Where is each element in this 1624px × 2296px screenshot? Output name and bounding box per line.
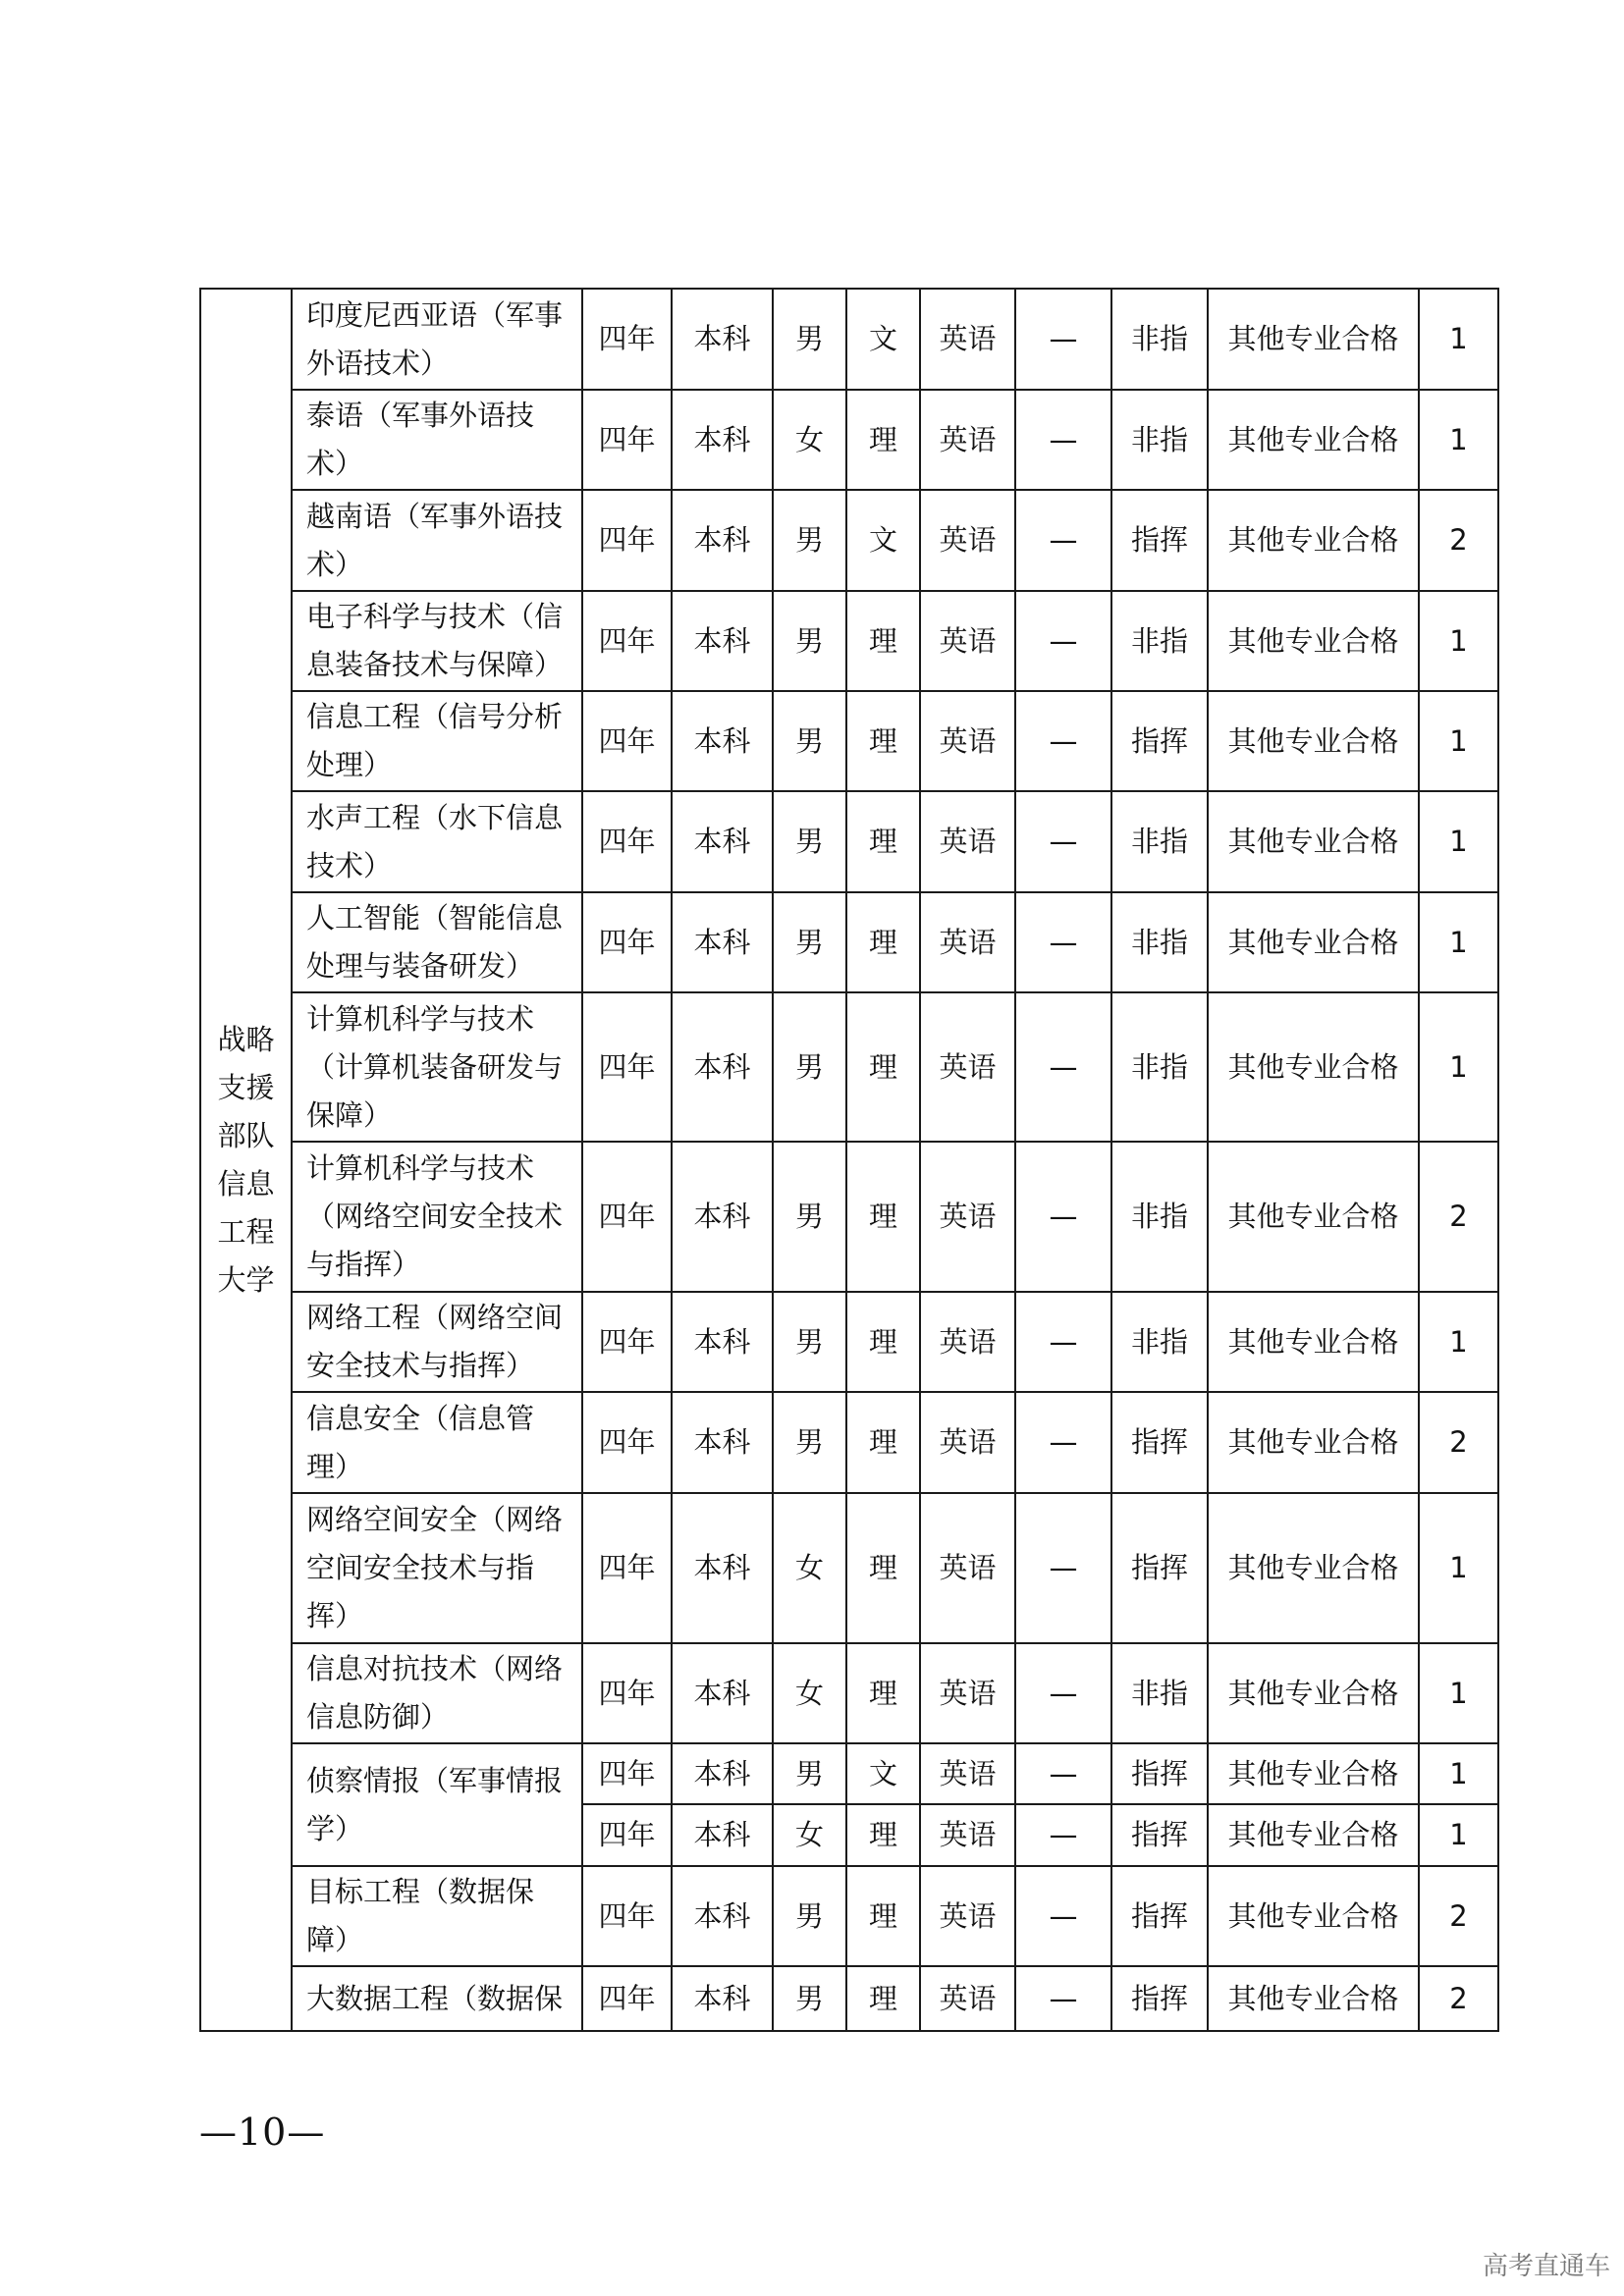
years-cell: 四年: [582, 1866, 672, 1966]
table-row: [200, 691, 1498, 791]
language-cell: 英语: [920, 1966, 1015, 2031]
language-cell: 英语: [920, 691, 1015, 791]
subject-cell: 理: [846, 1643, 920, 1743]
years-cell: 四年: [582, 1643, 672, 1743]
dash-cell: —: [1015, 1643, 1111, 1743]
subject-cell: 理: [846, 1493, 920, 1643]
language-cell: 英语: [920, 791, 1015, 892]
table-row: [200, 289, 1498, 390]
dash-cell: —: [1015, 1142, 1111, 1292]
type-cell: 非指: [1111, 1142, 1208, 1292]
years-cell: 四年: [582, 289, 672, 390]
language-cell: 英语: [920, 591, 1015, 691]
subject-cell: 理: [846, 791, 920, 892]
dash-cell: —: [1015, 1966, 1111, 2031]
major-cell: 计算机科学与技术（网络空间安全技术与指挥）: [292, 1142, 582, 1292]
language-cell: 英语: [920, 289, 1015, 390]
language-cell: 英语: [920, 1142, 1015, 1292]
school-cell: [200, 289, 292, 2031]
subject-cell: 理: [846, 1804, 920, 1866]
years-cell: 四年: [582, 1292, 672, 1392]
dash-cell: —: [1015, 289, 1111, 390]
gender-cell: 女: [773, 1643, 846, 1743]
table-row: [200, 1392, 1498, 1493]
type-cell: 非指: [1111, 1292, 1208, 1392]
physical-cell: 其他专业合格: [1208, 1643, 1419, 1743]
language-cell: 英语: [920, 490, 1015, 591]
language-cell: 英语: [920, 1643, 1015, 1743]
physical-cell: 其他专业合格: [1208, 1866, 1419, 1966]
subject-cell: 文: [846, 490, 920, 591]
physical-cell: 其他专业合格: [1208, 1292, 1419, 1392]
level-cell: 本科: [672, 1804, 773, 1866]
years-cell: 四年: [582, 1493, 672, 1643]
gender-cell: 男: [773, 1292, 846, 1392]
count-cell: 1: [1419, 992, 1498, 1142]
gender-cell: 男: [773, 1142, 846, 1292]
subject-cell: 理: [846, 390, 920, 490]
level-cell: 本科: [672, 591, 773, 691]
language-cell: 英语: [920, 992, 1015, 1142]
years-cell: 四年: [582, 791, 672, 892]
count-cell: 2: [1419, 1142, 1498, 1292]
years-cell: 四年: [582, 390, 672, 490]
school-name: 战略支援部队信息工程大学: [217, 1022, 275, 1297]
count-cell: 1: [1419, 1493, 1498, 1643]
years-cell: 四年: [582, 1392, 672, 1493]
page-number: —10—: [199, 2110, 326, 2154]
physical-cell: 其他专业合格: [1208, 992, 1419, 1142]
dash-cell: —: [1015, 691, 1111, 791]
language-cell: 英语: [920, 1493, 1015, 1643]
physical-cell: 其他专业合格: [1208, 1392, 1419, 1493]
gender-cell: 男: [773, 490, 846, 591]
subject-cell: 理: [846, 892, 920, 992]
type-cell: 非指: [1111, 992, 1208, 1142]
major-cell: 大数据工程（数据保: [292, 1966, 582, 2031]
count-cell: 1: [1419, 791, 1498, 892]
type-cell: 非指: [1111, 390, 1208, 490]
gender-cell: 男: [773, 1392, 846, 1493]
table-row: [200, 1743, 1498, 1804]
physical-cell: 其他专业合格: [1208, 1493, 1419, 1643]
type-cell: 指挥: [1111, 1966, 1208, 2031]
type-cell: 非指: [1111, 289, 1208, 390]
physical-cell: 其他专业合格: [1208, 490, 1419, 591]
major-cell: 水声工程（水下信息技术）: [292, 791, 582, 892]
table-row: [200, 1643, 1498, 1743]
count-cell: 1: [1419, 591, 1498, 691]
count-cell: 1: [1419, 1804, 1498, 1866]
major-cell: 印度尼西亚语（军事外语技术）: [292, 289, 582, 390]
level-cell: 本科: [672, 390, 773, 490]
subject-cell: 理: [846, 1866, 920, 1966]
gender-cell: 男: [773, 1866, 846, 1966]
physical-cell: 其他专业合格: [1208, 1743, 1419, 1804]
count-cell: 1: [1419, 1743, 1498, 1804]
table-row: [200, 1866, 1498, 1966]
physical-cell: 其他专业合格: [1208, 791, 1419, 892]
major-cell: 泰语（军事外语技术）: [292, 390, 582, 490]
type-cell: 指挥: [1111, 1804, 1208, 1866]
dash-cell: —: [1015, 1866, 1111, 1966]
gender-cell: 男: [773, 791, 846, 892]
dash-cell: —: [1015, 992, 1111, 1142]
type-cell: 指挥: [1111, 691, 1208, 791]
subject-cell: 文: [846, 289, 920, 390]
count-cell: 2: [1419, 1392, 1498, 1493]
level-cell: 本科: [672, 992, 773, 1142]
dash-cell: —: [1015, 1493, 1111, 1643]
years-cell: 四年: [582, 490, 672, 591]
table-row: [200, 791, 1498, 892]
table-row: [200, 591, 1498, 691]
level-cell: 本科: [672, 691, 773, 791]
table-row: [200, 892, 1498, 992]
language-cell: 英语: [920, 1743, 1015, 1804]
major-cell: 计算机科学与技术（计算机装备研发与保障）: [292, 992, 582, 1142]
language-cell: 英语: [920, 1804, 1015, 1866]
watermark-text: 高考直通车: [1482, 2252, 1610, 2281]
subject-cell: 理: [846, 1392, 920, 1493]
count-cell: 1: [1419, 691, 1498, 791]
major-cell: 侦察情报（军事情报学）: [292, 1743, 582, 1866]
level-cell: 本科: [672, 1643, 773, 1743]
table-row: [200, 992, 1498, 1142]
count-cell: 2: [1419, 490, 1498, 591]
dash-cell: —: [1015, 1804, 1111, 1866]
level-cell: 本科: [672, 1292, 773, 1392]
years-cell: 四年: [582, 1142, 672, 1292]
table-row: [200, 1142, 1498, 1292]
major-cell: 电子科学与技术（信息装备技术与保障）: [292, 591, 582, 691]
table-row: [200, 1292, 1498, 1392]
count-cell: 2: [1419, 1966, 1498, 2031]
years-cell: 四年: [582, 691, 672, 791]
type-cell: 指挥: [1111, 1866, 1208, 1966]
dash-cell: —: [1015, 390, 1111, 490]
gender-cell: 男: [773, 289, 846, 390]
type-cell: 非指: [1111, 1643, 1208, 1743]
table-row: [200, 490, 1498, 591]
gender-cell: 女: [773, 1493, 846, 1643]
language-cell: 英语: [920, 1866, 1015, 1966]
dash-cell: —: [1015, 791, 1111, 892]
gender-cell: 女: [773, 390, 846, 490]
subject-cell: 文: [846, 1743, 920, 1804]
type-cell: 非指: [1111, 591, 1208, 691]
years-cell: 四年: [582, 992, 672, 1142]
language-cell: 英语: [920, 1392, 1015, 1493]
level-cell: 本科: [672, 1966, 773, 2031]
physical-cell: 其他专业合格: [1208, 1804, 1419, 1866]
language-cell: 英语: [920, 390, 1015, 490]
gender-cell: 男: [773, 591, 846, 691]
level-cell: 本科: [672, 1142, 773, 1292]
level-cell: 本科: [672, 1493, 773, 1643]
major-cell: 越南语（军事外语技术）: [292, 490, 582, 591]
level-cell: 本科: [672, 791, 773, 892]
physical-cell: 其他专业合格: [1208, 390, 1419, 490]
years-cell: 四年: [582, 1966, 672, 2031]
dash-cell: —: [1015, 1392, 1111, 1493]
level-cell: 本科: [672, 289, 773, 390]
type-cell: 指挥: [1111, 1743, 1208, 1804]
subject-cell: 理: [846, 1142, 920, 1292]
dash-cell: —: [1015, 1743, 1111, 1804]
gender-cell: 女: [773, 1804, 846, 1866]
gender-cell: 男: [773, 1743, 846, 1804]
table-row: [200, 1493, 1498, 1643]
physical-cell: 其他专业合格: [1208, 1966, 1419, 2031]
level-cell: 本科: [672, 1743, 773, 1804]
gender-cell: 男: [773, 1966, 846, 2031]
type-cell: 指挥: [1111, 490, 1208, 591]
physical-cell: 其他专业合格: [1208, 1142, 1419, 1292]
level-cell: 本科: [672, 1866, 773, 1966]
dash-cell: —: [1015, 892, 1111, 992]
dash-cell: —: [1015, 490, 1111, 591]
dash-cell: —: [1015, 591, 1111, 691]
subject-cell: 理: [846, 1292, 920, 1392]
physical-cell: 其他专业合格: [1208, 591, 1419, 691]
count-cell: 1: [1419, 289, 1498, 390]
table-row: [200, 390, 1498, 490]
count-cell: 1: [1419, 1292, 1498, 1392]
gender-cell: 男: [773, 992, 846, 1142]
physical-cell: 其他专业合格: [1208, 289, 1419, 390]
physical-cell: 其他专业合格: [1208, 892, 1419, 992]
major-cell: 目标工程（数据保障）: [292, 1866, 582, 1966]
level-cell: 本科: [672, 892, 773, 992]
table-row: [200, 1966, 1498, 2031]
language-cell: 英语: [920, 892, 1015, 992]
major-cell: 网络空间安全（网络空间安全技术与指挥）: [292, 1493, 582, 1643]
level-cell: 本科: [672, 490, 773, 591]
count-cell: 1: [1419, 892, 1498, 992]
enrollment-table: [199, 288, 1499, 2032]
subject-cell: 理: [846, 691, 920, 791]
major-cell: 信息对抗技术（网络信息防御）: [292, 1643, 582, 1743]
subject-cell: 理: [846, 992, 920, 1142]
years-cell: 四年: [582, 892, 672, 992]
level-cell: 本科: [672, 1392, 773, 1493]
major-cell: 网络工程（网络空间安全技术与指挥）: [292, 1292, 582, 1392]
major-cell: 信息安全（信息管理）: [292, 1392, 582, 1493]
major-cell: 信息工程（信号分析处理）: [292, 691, 582, 791]
subject-cell: 理: [846, 1966, 920, 2031]
type-cell: 指挥: [1111, 1493, 1208, 1643]
language-cell: 英语: [920, 1292, 1015, 1392]
gender-cell: 男: [773, 691, 846, 791]
type-cell: 指挥: [1111, 1392, 1208, 1493]
major-cell: 人工智能（智能信息处理与装备研发）: [292, 892, 582, 992]
type-cell: 非指: [1111, 892, 1208, 992]
gender-cell: 男: [773, 892, 846, 992]
type-cell: 非指: [1111, 791, 1208, 892]
count-cell: 1: [1419, 390, 1498, 490]
table-body: [200, 289, 1498, 2031]
years-cell: 四年: [582, 1804, 672, 1866]
years-cell: 四年: [582, 1743, 672, 1804]
count-cell: 2: [1419, 1866, 1498, 1966]
years-cell: 四年: [582, 591, 672, 691]
physical-cell: 其他专业合格: [1208, 691, 1419, 791]
count-cell: 1: [1419, 1643, 1498, 1743]
dash-cell: —: [1015, 1292, 1111, 1392]
subject-cell: 理: [846, 591, 920, 691]
